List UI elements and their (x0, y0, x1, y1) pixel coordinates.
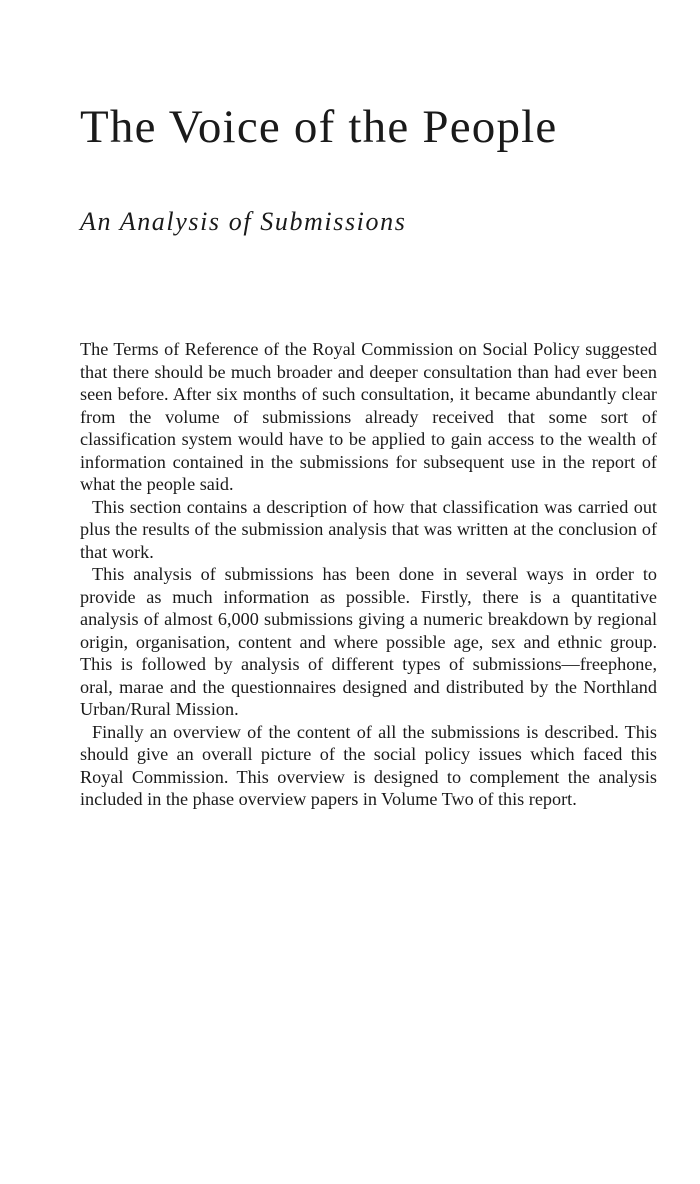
page-title: The Voice of the People (80, 101, 558, 153)
page-subtitle: An Analysis of Submissions (80, 207, 407, 236)
paragraph-2: This section contains a description of how that classification was carried out plus the results of the submission analysis that was written at the conclusion of that work. (80, 496, 657, 562)
paragraph-3: This analysis of submissions has been done in several ways in order to provide as much information as possible. Firstly, there is a quantitative analysis of almost 6,000 submissions giving a numeric breakdown by regional origin, organisation, content and where possible age, sex and ethnic group. This is followed by analysis of different types of submissions—freephone, oral, marae and the questionnaires designed and distributed by the Northland Urban/Rural Mission. (80, 564, 657, 719)
paragraph-1: The Terms of Reference of the Royal Commission on Social Policy suggested that there should be much broader and deeper consultation than had ever been seen before. After six months of such consultation, it became abundantly clear from the volume of submissions already received that some sort of classification system would have to be applied to gain access to the wealth of information contained in the submissions for subsequent use in the report of what the people said. (80, 339, 657, 494)
paragraph-4: Finally an overview of the content of all the submissions is described. This should give an overall picture of the social policy issues which faced this Royal Commission. This overview is designed to complement the analysis included in the phase overview papers in Volume Two of this report. (80, 721, 657, 809)
body-text (80, 338, 657, 811)
